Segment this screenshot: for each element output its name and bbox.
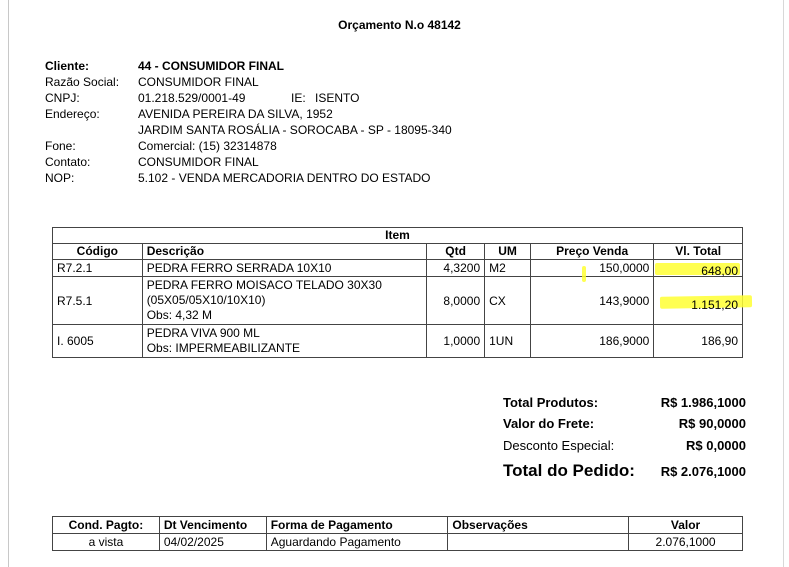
table-row: [53, 277, 743, 325]
highlighter-mark: [582, 266, 586, 282]
nop-value: 5.102 - VENDA MERCADORIA DENTRO DO ESTADO: [138, 171, 431, 185]
endereco-line-2: JARDIM SANTA ROSÁLIA - SOROCABA - SP - 18095-340: [138, 123, 452, 137]
total-pedido-value: R$ 2.076,1000: [660, 464, 746, 479]
desconto-row: [503, 438, 746, 456]
cell-qtd: 1,0000: [427, 325, 485, 358]
cell-codigo: I. 6005: [53, 325, 143, 358]
descricao-obs: Obs: 4,32 M: [146, 308, 213, 322]
total-produtos-row: [503, 395, 746, 413]
desconto-value: R$ 0,0000: [686, 438, 746, 453]
razao-value: CONSUMIDOR FINAL: [138, 75, 259, 89]
items-table: [52, 227, 743, 358]
fone-label: Fone:: [45, 139, 76, 153]
cell-total: 186,90: [654, 325, 743, 358]
cnpj-value: 01.218.529/0001-49: [138, 91, 246, 105]
frete-label: Valor do Frete:: [503, 416, 595, 431]
table-row: [53, 325, 743, 358]
cell-vencimento: 04/02/2025: [159, 534, 266, 551]
cell-obs: [448, 534, 629, 551]
endereco-line-1: AVENIDA PEREIRA DA SILVA, 1952: [138, 107, 333, 121]
endereco-label: Endereço:: [45, 107, 100, 121]
header-total: Vl. Total: [654, 244, 743, 260]
header-valor: Valor: [629, 517, 743, 534]
items-header-row: [53, 244, 743, 260]
cnpj-label: CNPJ:: [45, 91, 80, 105]
cell-qtd: 4,3200: [427, 260, 485, 277]
payment-table: [52, 516, 743, 551]
client-row: [45, 58, 284, 74]
desconto-label: Desconto Especial:: [503, 438, 615, 453]
contato-value: CONSUMIDOR FINAL: [138, 155, 259, 169]
document-title: Orçamento N.o 48142: [338, 18, 461, 32]
header-preco: Preço Venda: [530, 244, 653, 260]
fone-row: [45, 138, 277, 154]
header-observacoes: Observações: [448, 517, 629, 534]
cell-descricao: [142, 325, 426, 358]
nop-label: NOP:: [45, 171, 75, 185]
table-row: [53, 534, 743, 551]
descricao-obs: Obs: IMPERMEABILIZANTE: [146, 341, 301, 355]
cell-codigo: R7.5.1: [53, 277, 143, 325]
total-pedido-label: Total do Pedido:: [503, 461, 635, 480]
cell-um: 1UN: [485, 325, 531, 358]
cell-um: CX: [485, 277, 531, 325]
cell-valor: 2.076,1000: [629, 534, 743, 551]
page-left-border: [8, 0, 9, 567]
endereco-row: [45, 106, 333, 122]
table-row: [53, 260, 743, 277]
page-right-border: [783, 0, 784, 567]
items-group-header: Item: [53, 228, 743, 244]
nop-row: [45, 170, 431, 186]
cell-descricao: PEDRA FERRO SERRADA 10X10: [142, 260, 426, 277]
header-dt-vencimento: Dt Vencimento: [159, 517, 266, 534]
cell-qtd: 8,0000: [427, 277, 485, 325]
cell-descricao: [142, 277, 426, 325]
razao-label: Razão Social:: [45, 75, 120, 89]
header-forma-pagamento: Forma de Pagamento: [266, 517, 448, 534]
header-cond-pagto: Cond. Pagto:: [53, 517, 160, 534]
frete-row: [503, 416, 746, 434]
header-codigo: Código: [53, 244, 143, 260]
header-descricao: Descrição: [142, 244, 426, 260]
contato-label: Contato:: [45, 155, 91, 169]
cell-cond: a vista: [53, 534, 160, 551]
endereco-row-2: [45, 122, 452, 138]
descricao-line: PEDRA VIVA 900 ML: [146, 326, 260, 340]
total-648-overlay: 648,00: [701, 264, 738, 278]
cell-um: M2: [485, 260, 531, 277]
razao-row: [45, 74, 259, 90]
ie-value: ISENTO: [315, 91, 360, 105]
cell-preco: 143,9000: [530, 277, 653, 325]
header-um: UM: [485, 244, 531, 260]
client-value: 44 - CONSUMIDOR FINAL: [138, 59, 285, 73]
client-label: Cliente:: [45, 59, 90, 73]
fone-value: Comercial: (15) 32314878: [138, 139, 277, 153]
total-produtos-value: R$ 1.986,1000: [660, 395, 746, 410]
cell-codigo: R7.2.1: [53, 260, 143, 277]
ie-label: IE:: [291, 91, 306, 105]
cell-forma: Aguardando Pagamento: [266, 534, 448, 551]
contato-row: [45, 154, 259, 170]
cell-preco: 186,9000: [530, 325, 653, 358]
descricao-line: (05X05/05X10/10X10): [146, 293, 266, 307]
cnpj-row: [45, 90, 445, 106]
frete-value: R$ 90,0000: [678, 416, 746, 431]
total-pedido-row: [503, 461, 746, 483]
descricao-line: PEDRA FERRO MOISACO TELADO 30X30: [146, 278, 382, 292]
total-produtos-label: Total Produtos:: [503, 395, 599, 410]
total-1151-overlay: 1.151,20: [691, 298, 738, 312]
cell-preco: 150,0000: [530, 260, 653, 277]
header-qtd: Qtd: [427, 244, 485, 260]
payment-header-row: [53, 517, 743, 534]
